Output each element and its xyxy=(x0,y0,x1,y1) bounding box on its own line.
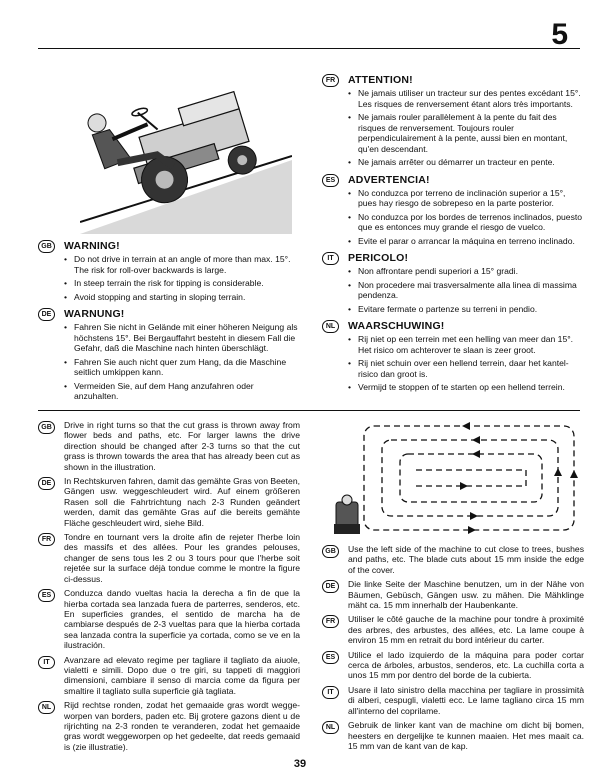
lang-badge-nl: NL xyxy=(38,701,55,714)
instruction-text: Conduzca dando vueltas hacia la derecha a fin de que la hierba cortada sea lanzada fuera de parterres, senderos, etc. En superficies grandes, el sentido de marcha ha de cambiarse después de 2-3 vueltas para que la hierba cortada sea lanzada contra la superficie ya cortada, como se ve en la ilustración. xyxy=(64,588,300,651)
warning-heading: PERICOLO! xyxy=(348,252,409,264)
warning-item: • Non procedere mai trasversalmente alla linea di massima pendenza. xyxy=(348,280,584,301)
warning-es xyxy=(322,174,584,247)
warning-item: • In steep terrain the risk for tipping is considerable. xyxy=(64,278,300,289)
instruction-es xyxy=(322,650,584,681)
instruction-it xyxy=(322,685,584,716)
instruction-text: Usare il lato sinistro della macchina per tagliare in prossimità di alberi, cespugli, vialetti ecc. Le lame tagliano circa 15 mm all'interno del coprilame. xyxy=(348,684,584,716)
lang-badge-gb: GB xyxy=(322,545,339,558)
warning-item: • Fahren Sie auch nicht quer zum Hang, da die Maschine seitlich umkippen kann. xyxy=(64,357,300,378)
warning-item: • Avoid stopping and starting in sloping terrain. xyxy=(64,292,300,303)
lang-badge-de: DE xyxy=(322,580,339,593)
lang-badge-de: DE xyxy=(38,308,55,321)
warning-item: • No conduzca por terreno de inclinación superior a 15°, pues hay riesgo de sobrepeso en la parte posterior. xyxy=(348,188,584,209)
warning-item: • No conduzca por los bordes de terrenos inclinados, puesto que es entonces muy grande el riesgo de vuelco. xyxy=(348,212,584,233)
warning-item: • Vermijd te stoppen of te starten op een hellend terrein. xyxy=(348,382,584,393)
warning-item: • Do not drive in terrain at an angle of more than max. 15°. The risk for roll-over backwards is large. xyxy=(64,254,300,275)
warning-heading: WARNUNG! xyxy=(64,308,125,320)
warning-item: • Ne jamais arrêter ou démarrer un tracteur en pente. xyxy=(348,157,584,168)
lang-badge-de: DE xyxy=(38,477,55,490)
warning-item: • Vermeiden Sie, auf dem Hang anzufahren oder anzuhalten. xyxy=(64,381,300,402)
middle-divider xyxy=(38,410,580,411)
instruction-text: Gebruik de linker kant van de machine om dicht bij bomen, heesters en dergelijke te kunnen maaien. Het mes maait ca. 15 mm van de kant van de kap. xyxy=(348,720,584,751)
lang-badge-gb: GB xyxy=(38,421,55,434)
warning-item: • Rij niet op een terrein met een helling van meer dan 15°. Het risico om achterover te slaan is zeer groot. xyxy=(348,334,584,355)
warning-heading: WARNING! xyxy=(64,240,120,252)
warning-item: • Ne jamais utiliser un tracteur sur des pentes excédant 15°. Les risques de renversement étant alors très importants. xyxy=(348,88,584,109)
instruction-text: Die linke Seite der Maschine benutzen, um in der Nähe von Bäumen, Gebüsch, Gängen usw. zu mähen. Die Mähklinge mäht ca. 15 mm innerhalb der Haubenkante. xyxy=(348,579,584,611)
instruction-nl xyxy=(38,700,300,752)
warning-nl xyxy=(322,320,584,393)
warning-de xyxy=(38,308,300,402)
lang-badge-fr: FR xyxy=(38,533,55,546)
warning-item: • Rij niet schuin over een hellend terrein, daar het kantel-risico dan groot is. xyxy=(348,358,584,379)
instruction-gb xyxy=(38,420,300,472)
lang-badge-it: IT xyxy=(38,656,55,669)
lang-badge-nl: NL xyxy=(322,721,339,734)
lang-badge-es: ES xyxy=(38,589,55,602)
warning-heading: ATTENTION! xyxy=(348,74,413,86)
warning-item: • Evitare fermate o partenze su terreni in pendio. xyxy=(348,304,584,315)
lang-badge-es: ES xyxy=(322,174,339,187)
tractor-slope-illustration xyxy=(80,64,292,234)
warning-item: • Evite el parar o arrancar la máquina en terreno inclinado. xyxy=(348,236,584,247)
instruction-fr xyxy=(322,614,584,645)
lang-badge-it: IT xyxy=(322,252,339,265)
instruction-text: Drive in right turns so that the cut grass is thrown away from flower beds and paths, etc. For larger lawns the drive direction should be changed after 2-3 turns so that the cut grass is thrown towards the area that has already been cut as shown in the illustration. xyxy=(64,420,300,472)
instruction-text: Rijd rechtse ronden, zodat het gemaaide gras wordt wegge-worpen van borders, paden etc. Bij grotere gazons dient u de rijrichting na 2-3 ronden te veranderen, zodat het gemaaide gras wordt weggeworpen op het gedeelte, dat reeds gemaaid is (zie illustratie). xyxy=(64,700,300,752)
lang-badge-fr: FR xyxy=(322,74,339,87)
instruction-gb xyxy=(322,544,584,575)
instruction-fr xyxy=(38,532,300,584)
instruction-text: Use the left side of the machine to cut close to trees, bushes and paths, etc. The blade cuts about 15 mm inside the edge of the cover. xyxy=(348,544,584,575)
lang-badge-it: IT xyxy=(322,686,339,699)
instruction-text: Tondre en tournant vers la droite afin de rejeter l'herbe loin des massifs et des allées. Pour les grandes pelouses, changer de sens tous les 2 ou 3 tours pour que l'herbe soit rejetée sur la surface déjà tondue comme le montre la figure ci-dessus. xyxy=(64,532,300,584)
warning-heading: ADVERTENCIA! xyxy=(348,173,430,186)
lang-badge-gb: GB xyxy=(38,240,55,253)
mowing-pattern-illustration xyxy=(330,418,580,536)
warnings-left-column xyxy=(38,240,300,405)
instruction-text: Utilice el lado izquierdo de la máquina para poder cortar cerca de árboles, arbustos, senderos, etc. La cuchilla corta a unos 15 mm por dentro del borde de la cubierta. xyxy=(348,649,584,681)
warning-heading: WAARSCHUWING! xyxy=(348,320,445,332)
page-number: 39 xyxy=(293,758,307,770)
chapter-number: 5 xyxy=(551,18,568,51)
warning-fr xyxy=(322,74,584,168)
lang-badge-fr: FR xyxy=(322,615,339,628)
warning-item: • Fahren Sie nicht in Gelände mit einer höheren Neigung als höchstens 15°. Bei Bergauffahrt besteht in diesem Fall die Gefahr, daß die Maschine nach hinten überschlägt. xyxy=(64,322,300,354)
instruction-de xyxy=(38,476,300,528)
instruction-text: Avanzare ad elevato regime per tagliare il tagliato da aiuole, vialetti e simili. Dopo due o tre giri, su tappeti di maggiori dimensioni, cambiare il senso di marcia come da figura per smaltire il tagliato sulla superficie già tagliata. xyxy=(64,654,300,696)
mowing-direction-column xyxy=(38,420,300,756)
warning-item: • Ne jamais rouler parallèlement à la pente du fait des risques de renversement. Toujours rouler perpendiculairement à la pente, aussi bien en montant, qu'en descendant. xyxy=(348,112,584,154)
instruction-nl xyxy=(322,720,584,751)
instruction-it xyxy=(38,655,300,697)
top-divider xyxy=(38,48,580,49)
warning-it xyxy=(322,252,584,314)
instruction-text: Utiliser le côté gauche de la machine pour tondre à proximité des arbres, des arbustes, des allées, etc. La lame coupe à environ 15 mm en retrait du bord intérieur du carter. xyxy=(348,614,584,646)
edge-cutting-column xyxy=(322,544,584,755)
instruction-de xyxy=(322,579,584,610)
lang-badge-es: ES xyxy=(322,651,339,664)
instruction-text: In Rechtskurven fahren, damit das gemähte Gras von Beeten, Gängen usw. weggeschleudert wird. Auf einem größeren Rasen soll die Fahrtrichtung nach 2-3 Runden geändert werden, damit das gemähte Gras auf die bereits gemähte Fläche geschleudert wird, siehe Bild. xyxy=(64,476,300,528)
instruction-es xyxy=(38,588,300,650)
warning-item: • Non affrontare pendi superiori a 15° gradi. xyxy=(348,266,584,277)
warning-gb xyxy=(38,240,300,302)
lang-badge-nl: NL xyxy=(322,320,339,333)
warnings-right-column xyxy=(322,74,584,396)
